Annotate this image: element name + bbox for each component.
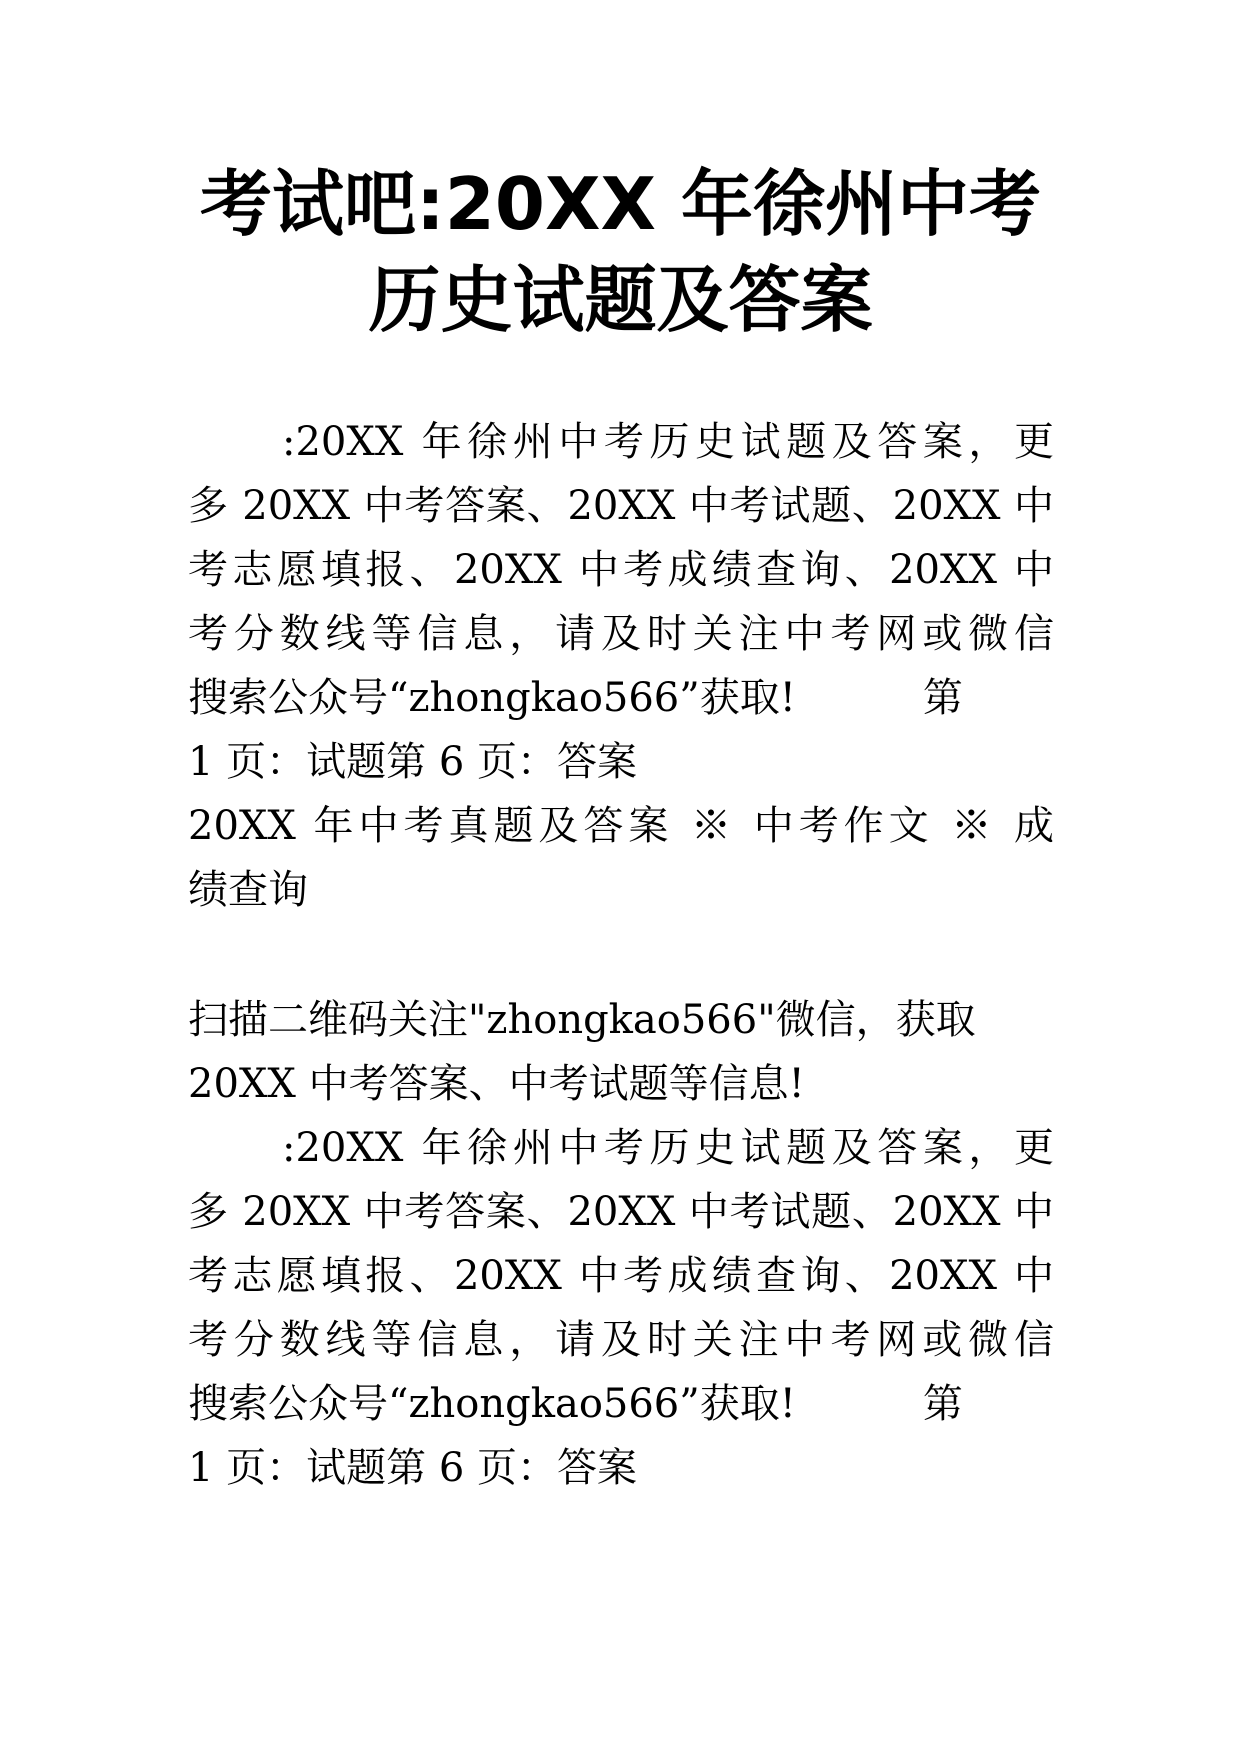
paragraph-line: 考志愿填报、20XX 中考成绩查询、20XX 中 — [188, 547, 1054, 593]
document-title-line-2: 历史试题及答案 — [368, 258, 873, 342]
document-title-line-1: 考试吧:20XX 年徐州中考 — [199, 162, 1042, 246]
nav-line: 20XX 年中考真题及答案 ※ 中考作文 ※ 成 — [188, 803, 1054, 849]
paragraph-line: 1 页：试题第 6 页：答案 — [188, 739, 638, 785]
qr-notice-line: 20XX 中考答案、中考试题等信息! — [188, 1061, 805, 1107]
paragraph-line: :20XX 年徐州中考历史试题及答案，更 — [282, 1125, 1054, 1171]
paragraph-line: 1 页：试题第 6 页：答案 — [188, 1445, 638, 1491]
qr-notice-line: 扫描二维码关注"zhongkao566"微信，获取 — [188, 997, 976, 1043]
paragraph-line: 考分数线等信息，请及时关注中考网或微信 — [188, 611, 1054, 657]
nav-line: 绩查询 — [188, 867, 308, 913]
paragraph-line: 考分数线等信息，请及时关注中考网或微信 — [188, 1317, 1054, 1363]
paragraph-line: 多 20XX 中考答案、20XX 中考试题、20XX 中 — [188, 483, 1054, 529]
paragraph-line: 考志愿填报、20XX 中考成绩查询、20XX 中 — [188, 1253, 1054, 1299]
paragraph-line: :20XX 年徐州中考历史试题及答案，更 — [282, 419, 1054, 465]
paragraph-line: 多 20XX 中考答案、20XX 中考试题、20XX 中 — [188, 1189, 1054, 1235]
paragraph-line: 搜索公众号“zhongkao566”获取! 第 — [188, 675, 963, 721]
paragraph-line: 搜索公众号“zhongkao566”获取! 第 — [188, 1381, 963, 1427]
